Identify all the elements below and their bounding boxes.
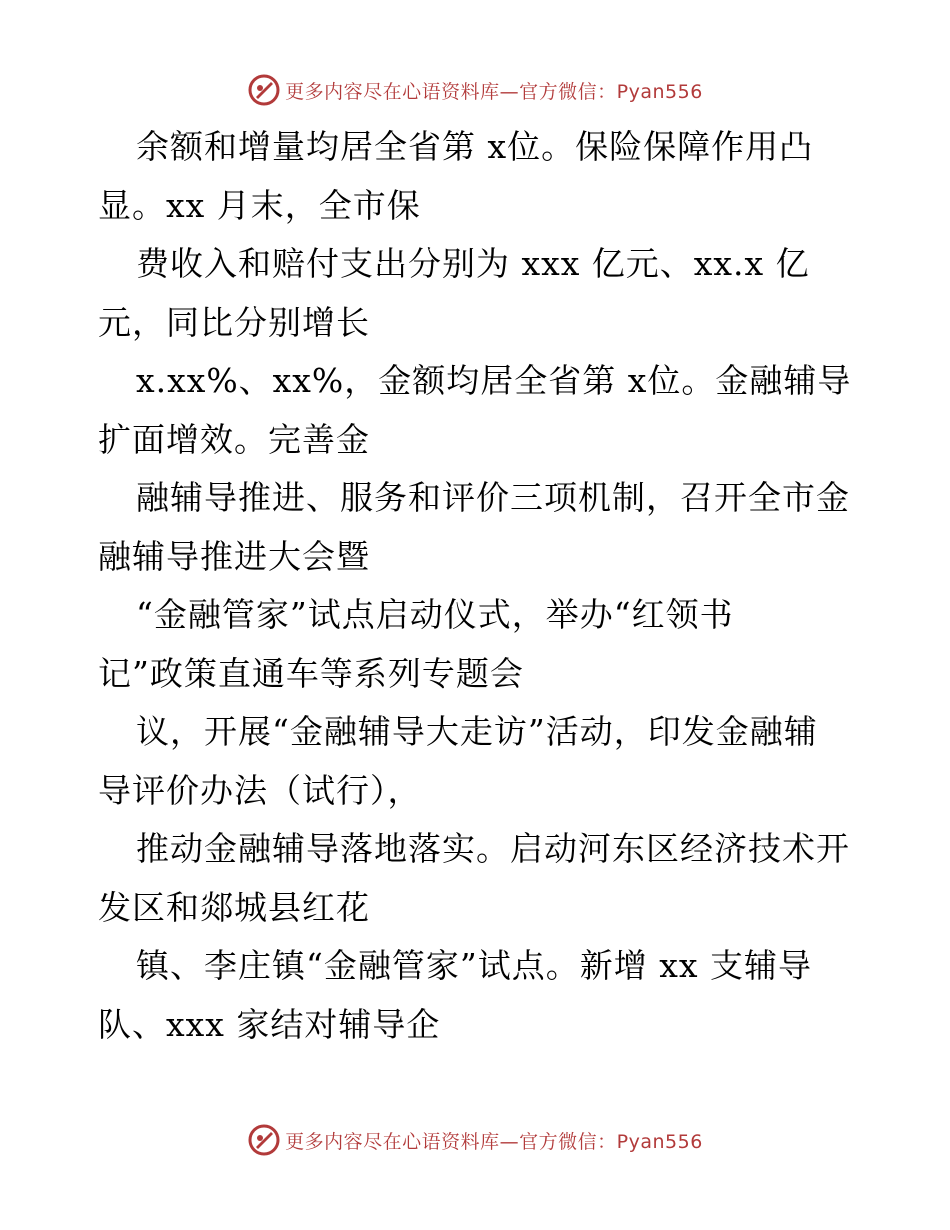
- quill-seal-icon: [247, 73, 281, 107]
- footer-banner-text: 更多内容尽在心语资料库—官方微信：Pyan556: [285, 1130, 703, 1153]
- header-banner-text: 更多内容尽在心语资料库—官方微信：Pyan556: [285, 80, 703, 103]
- text-line-7: 融辅导推进、服务和评价三项机制，召开全市金: [136, 478, 850, 517]
- text-line-5: x.xx%、xx%，金额均居全省第 x位。金融辅导: [136, 361, 852, 400]
- text-line-16: 队、xxx 家结对辅导企: [98, 1004, 441, 1044]
- text-line-14: 发区和郯城县红花: [98, 887, 370, 927]
- document-body: [98, 118, 858, 1054]
- text-line-11: 议，开展“金融辅导大走访”活动，印发金融辅: [136, 712, 818, 751]
- quill-seal-icon: [247, 1123, 281, 1157]
- footer-banner: [0, 1120, 950, 1160]
- text-line-13: 推动金融辅导落地落实。启动河东区经济技术开: [136, 829, 850, 868]
- text-line-8: 融辅导推进大会暨: [98, 536, 370, 576]
- text-line-15: 镇、李庄镇“金融管家”试点。新增 xx 支辅导: [136, 946, 812, 985]
- text-line-12: 导评价办法（试行），: [98, 770, 422, 810]
- text-line-2: 显。xx 月末，全市保: [98, 185, 421, 225]
- text-line-4: 元，同比分别增长: [98, 302, 370, 342]
- text-line-10: 记”政策直通车等系列专题会: [98, 653, 524, 693]
- text-line-9: “金融管家”试点启动仪式，举办“红领书: [136, 595, 734, 634]
- text-line-6: 扩面增效。完善金: [98, 419, 370, 459]
- text-line-3: 费收入和赔付支出分别为 xxx 亿元、xx.x 亿: [136, 244, 810, 283]
- header-banner: [0, 70, 950, 110]
- text-line-1: 余额和增量均居全省第 x位。保险保障作用凸: [136, 127, 814, 166]
